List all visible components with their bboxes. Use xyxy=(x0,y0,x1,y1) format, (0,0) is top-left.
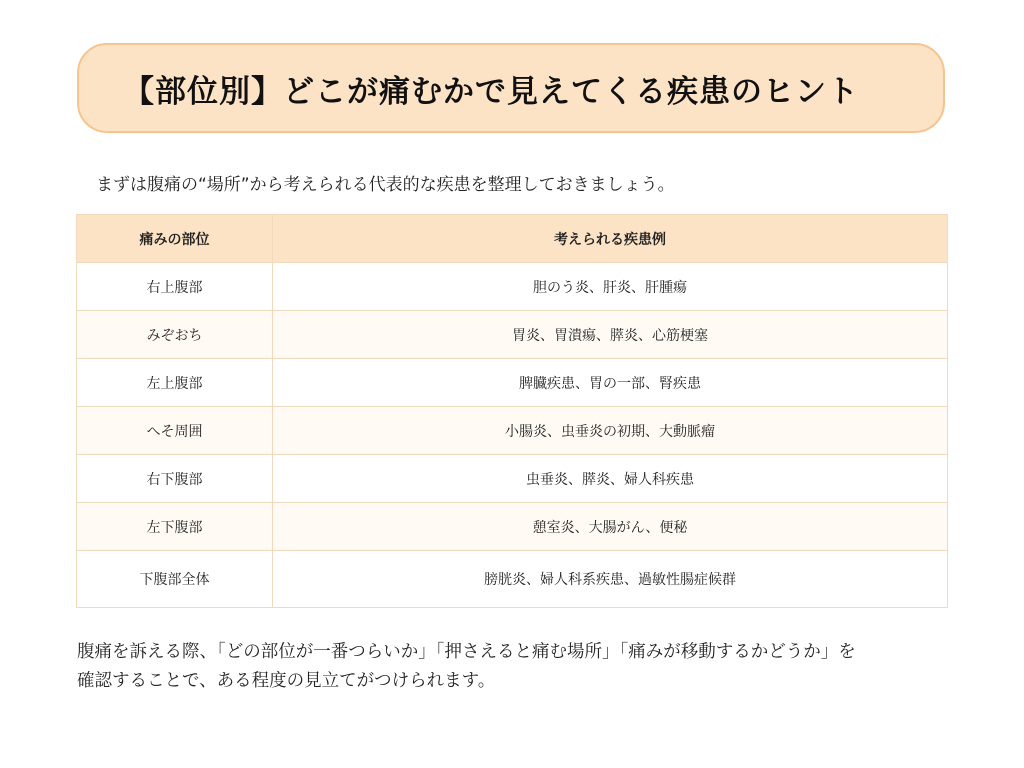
diseases-cell: 虫垂炎、膵炎、婦人科疾患 xyxy=(273,455,948,503)
pain-area-cell: 右上腹部 xyxy=(77,263,273,311)
pain-area-cell: 左上腹部 xyxy=(77,359,273,407)
table-row xyxy=(77,407,948,455)
table-row xyxy=(77,455,948,503)
pain-area-cell: 下腹部全体 xyxy=(77,551,273,608)
diseases-cell: 膀胱炎、婦人科系疾患、過敏性腸症候群 xyxy=(273,551,948,608)
footer-note xyxy=(77,638,997,696)
table-row xyxy=(77,551,948,608)
header-possible-diseases: 考えられる疾患例 xyxy=(273,215,948,263)
disease-table xyxy=(76,214,948,608)
table-row xyxy=(77,503,948,551)
table-row xyxy=(77,359,948,407)
header-pain-area: 痛みの部位 xyxy=(77,215,273,263)
intro-text: まずは腹痛の“場所”から考えられる代表的な疾患を整理しておきましょう。 xyxy=(96,175,675,195)
diseases-cell: 小腸炎、虫垂炎の初期、大動脈瘤 xyxy=(273,407,948,455)
diseases-cell: 脾臓疾患、胃の一部、腎疾患 xyxy=(273,359,948,407)
table-header-row xyxy=(77,215,948,263)
page-title: 【部位別】どこが痛むかで見えてくる疾患のヒント xyxy=(123,73,859,110)
pain-area-cell: 右下腹部 xyxy=(77,455,273,503)
table-row xyxy=(77,311,948,359)
title-banner xyxy=(77,43,945,133)
pain-area-cell: みぞおち xyxy=(77,311,273,359)
pain-area-cell: へそ周囲 xyxy=(77,407,273,455)
diseases-cell: 胆のう炎、肝炎、肝腫瘍 xyxy=(273,263,948,311)
footer-line: 腹痛を訴える際、「どの部位が一番つらいか」「押さえると痛む場所」「痛みが移動するかどうか」を xyxy=(77,642,856,662)
footer-line: 確認することで、ある程度の見立てがつけられます。 xyxy=(77,671,496,691)
pain-area-cell: 左下腹部 xyxy=(77,503,273,551)
table-row xyxy=(77,263,948,311)
diseases-cell: 憩室炎、大腸がん、便秘 xyxy=(273,503,948,551)
diseases-cell: 胃炎、胃潰瘍、膵炎、心筋梗塞 xyxy=(273,311,948,359)
